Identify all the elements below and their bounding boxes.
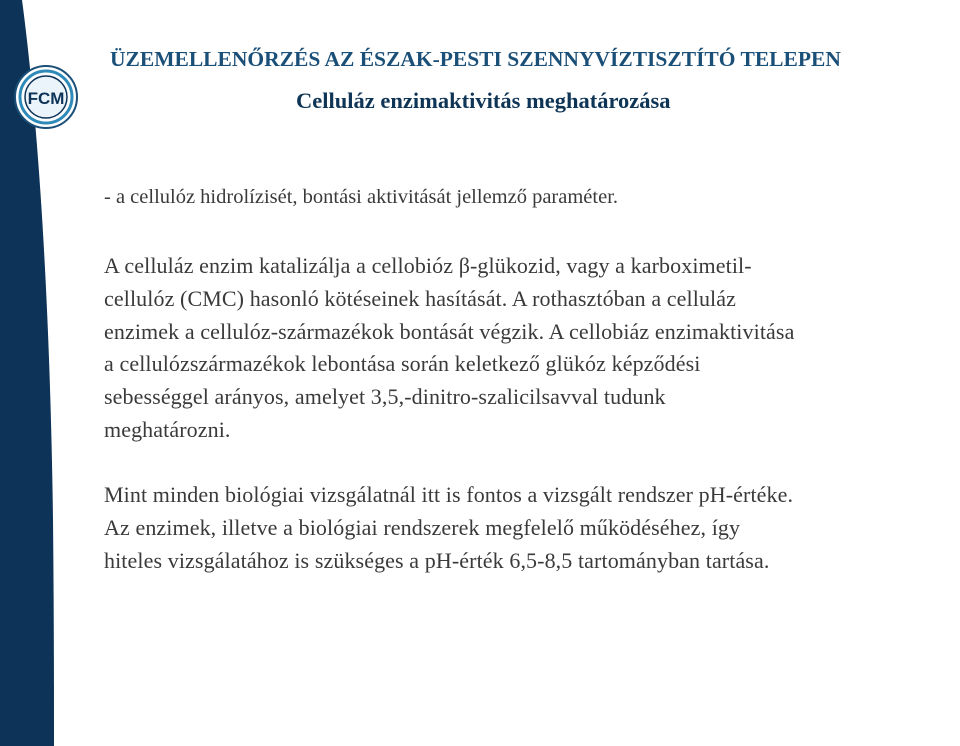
paragraph1-line-5: sebességgel arányos, amelyet 3,5,-dinitro-szalicilsavval tudunk [104,384,666,409]
paragraph1-line-4: a cellulózszármazékok lebontása során keletkező glükóz képződési [104,351,701,376]
fcm-logo [13,64,79,130]
page-subtitle: Celluláz enzimaktivitás meghatározása [296,88,671,113]
page-title: ÜZEMELLENŐRZÉS AZ ÉSZAK-PESTI SZENNYVÍZTISZTÍTÓ TELEPEN [110,47,841,71]
logo-text: FCM [27,89,65,108]
paragraph1-line-6: meghatározni. [104,417,231,442]
paragraph1-line-1: A celluláz enzim katalizálja a cellobióz β-glükozid, vagy a karboximetil- [104,253,752,278]
paragraph1-line-2: cellulóz (CMC) hasonló kötéseinek hasítását. A rothasztóban a celluláz [104,286,736,311]
paragraph2-line-1: Mint minden biológiai vizsgálatnál itt is fontos a vizsgált rendszer pH-értéke. [104,482,794,507]
paragraph2-line-2: Az enzimek, illetve a biológiai rendszerek megfelelő működéséhez, így [104,515,741,540]
paragraph2-line-3: hiteles vizsgálatához is szükséges a pH-érték 6,5-8,5 tartományban tartása. [104,548,770,573]
definition-line: - a cellulóz hidrolízisét, bontási aktivitását jellemző paraméter. [104,186,619,208]
paragraph1-line-3: enzimek a cellulóz-származékok bontását végzik. A cellobiáz enzimaktivitása [104,319,795,344]
